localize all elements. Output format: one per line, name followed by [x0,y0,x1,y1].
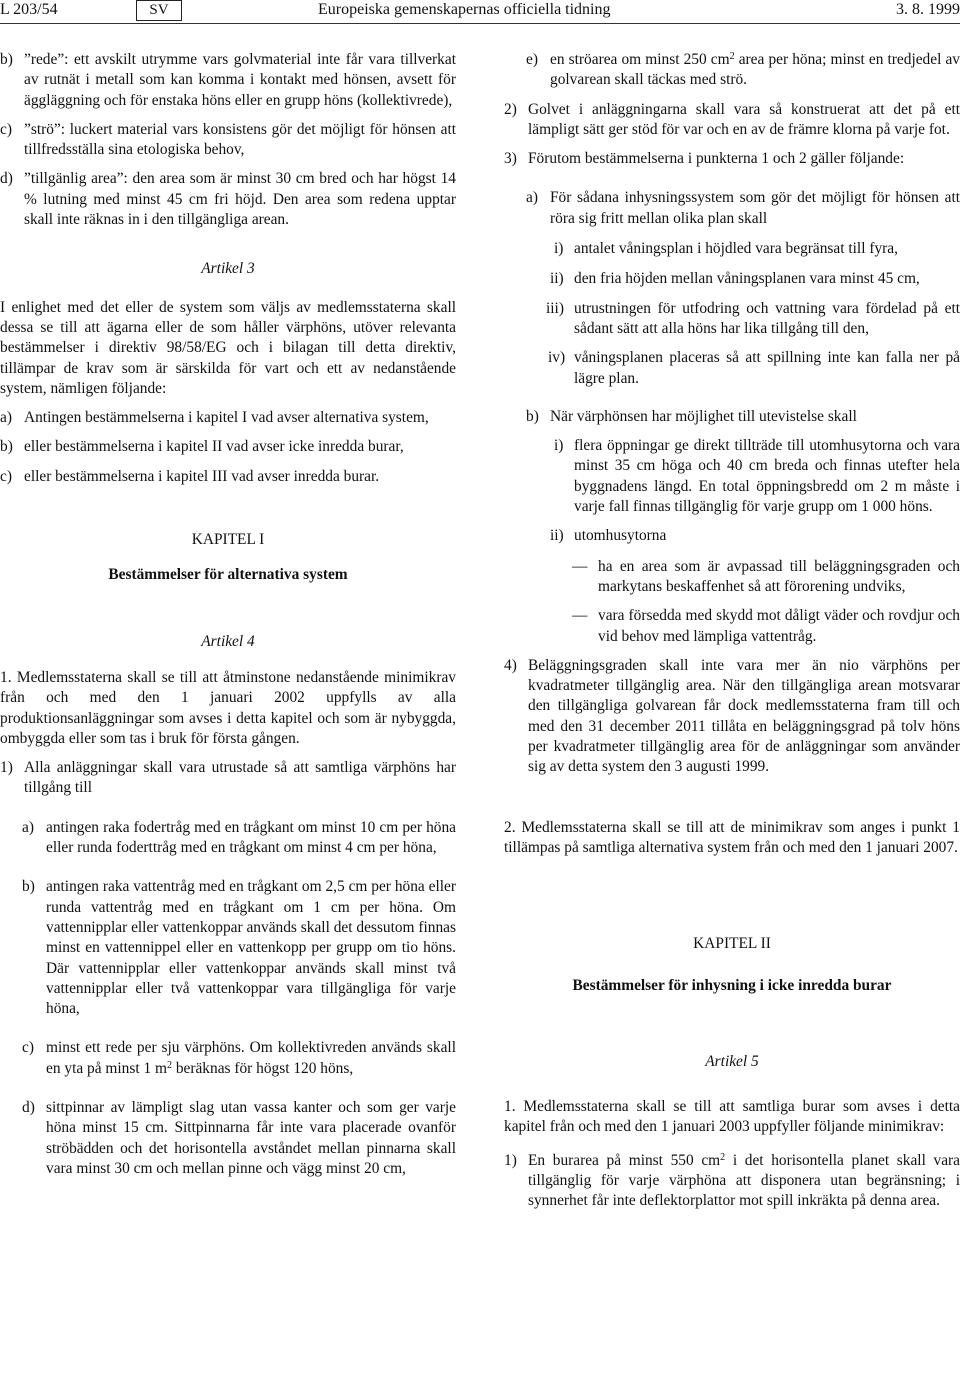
item-text: eller bestämmelserna i kapitel III vad avser inredda burar. [24,467,380,485]
language-badge: SV [136,0,182,21]
definition-c [0,120,456,161]
item-label: a) [0,409,12,427]
item-text: flera öppningar ge direkt tillträde till utomhusytorna och vara minst 35 cm höga och 40 cm breda och finnas utefter hela byggnadens längd. En total öppningsbredd om 2 m måste i varje fall finnas tillgänglig för varje grupp om 1 000 höns. [574,437,960,516]
requirement-3b-ii-dash-2 [504,606,960,647]
item-text: Golvet i anläggningarna skall vara så konstruerat att det på ett lämpligt sätt ger stöd för var och en av de främre klorna på varje fot. [528,100,960,138]
dash-marker: — [572,557,588,575]
chapter-1-title: Bestämmelser för alternativa system [108,566,348,584]
item-text: utomhusytorna [574,527,667,545]
definition-b [0,50,456,111]
requirement-3 [504,149,960,169]
requirement-1b [0,877,456,1019]
item-text: När värphönsen har möjlighet till utevistelse skall [550,407,857,425]
item-text: antingen raka fodertråg med en trågkant om minst 10 cm per höna eller runda foderttråg med en trågkant om minst 4 cm per höna, [46,818,456,857]
requirement-1e [504,50,960,91]
item-text: sittpinnar av lämpligt slag utan vassa kanter och som ger varje höna minst 15 cm. Sittpinnarna får inte vara placerade ovanför ströbädden och det horisontella avståndet mellan pinnarna skall vara minst 30 cm och mellan pinne och vägg minst 20 cm, [46,1098,456,1177]
item-text: antalet våningsplan i höjdled vara begränsat till fyra, [574,240,898,258]
requirement-4 [504,656,960,778]
item-label: i) [554,437,564,455]
cage-requirement-1 [504,1151,960,1212]
item-text: en ströarea om minst 250 $cm^2$ area per höna; minst en tredjedel av golvarean skall täckas med strö. [550,51,960,89]
requirement-3a-ii [504,269,960,289]
item-label: b) [0,438,13,456]
item-text: eller bestämmelserna i kapitel II vad avser icke inredda burar, [24,438,404,456]
item-text: ”strö”: luckert material vars konsistens gör det möjligt för hönsen att tillfredsställa sina etologiska behov, [24,120,456,159]
item-text: Alla anläggningar skall vara utrustade så att samtliga värphöns har tillgång till [24,759,456,797]
item-label: e) [526,51,538,68]
article-5-paragraph-1: 1. Medlemsstaterna skall se till att samtliga burar som avses i detta kapitel från och med den 1 januari 2003 uppfyller följande minimikrav: [504,1098,960,1136]
item-label: ii) [550,527,564,545]
requirement-3b-i [504,436,960,517]
item-text: ”rede”: ett avskilt utrymme vars golvmaterial inte får vara tillverkat av rutnät i metall som kan komma i kontakt med hönsen, avsett för äggläggning och för enstaka höns eller en grupp höns (kollektivrede), [24,51,456,109]
left-column [0,50,456,1179]
requirement-3b-ii-dash-1 [504,557,960,598]
item-label: ii) [550,270,564,288]
article-4-heading: Artikel 4 [201,632,255,650]
item-text: För sådana inhysningssystem som gör det möjligt för hönsen att röra sig fritt mellan olika plan skall [550,189,960,227]
requirement-3a-iii [504,299,960,340]
requirement-1c [0,1038,456,1079]
item-text: ”tillgänlig area”: den area som är minst 30 cm bred och har högst 14 % lutning med minst 45 cm fri höjd. Den area som redena upptar skall inte räknas in i den tillgängliga arean. [24,170,456,229]
item-label: 3) [504,150,517,168]
chapter-1-heading: KAPITEL I [191,531,265,549]
item-text: minst ett rede per sju värphöns. Om kollektivreden används skall en yta på minst 1 $m^2$ beräknas för högst 120 höns, [46,1039,456,1077]
article-4-paragraph-1: 1. Medlemsstaterna skall se till att åtminstone nedanstående minimikrav från och med den 1 januari 2002 uppfylls av alla produktionsanläggningar som avses i detta kapitel och som är nybyggda, ombyggda eller som tas i bruk för första gången. [0,668,456,747]
item-label: a) [526,189,538,207]
chapter-2-heading: KAPITEL II [693,935,771,953]
requirement-1 [0,758,456,799]
header-divider [0,23,960,24]
system-a [0,408,456,428]
right-column [504,50,960,1212]
item-label: b) [526,407,539,425]
item-label: c) [0,467,12,485]
item-text: den fria höjden mellan våningsplanen vara minst 45 cm, [574,270,920,288]
requirement-3a-iv [504,348,960,389]
page-header [0,0,960,24]
item-text: En burarea på minst 550 $cm^2$ i det horisontella planet skall vara tillgänglig för varje värphöna att disponera utan begränsning; i synnerhet får inte deflektorplattor mot spill inkräkta på denna area. [528,1151,960,1210]
article-3-heading: Artikel 3 [201,260,255,278]
item-text: antingen raka vattentråg med en trågkant om 2,5 cm per höna eller runda vattentråg med en trågkant om 1 cm per höna. Om vattennipplar eller vattenkoppar används skall det dessutom finnas minst en vattennippel eller en vattenkopp per grupp om tio höns. Där vattennipplar eller vattenkoppar används skall minst två vattennipplar eller två vattenkoppar vara tillgängliga för varje höna, [46,878,456,1018]
item-text: ha en area som är avpassad till beläggningsgraden och markytans beskaffenhet så att förorening undviks, [598,557,960,595]
article-4-paragraph-2: 2. Medlemsstaterna skall se till att de minimikrav som anges i punkt 1 tillämpas på samtliga alternativa system från och med den 1 januari 2007. [504,818,960,856]
item-text: Beläggningsgraden skall inte vara mer än nio värphöns per kvadratmeter tillgänglig area. När den tillgängliga arean motsvarar den tillgängliga golvarean får dock medlemsstaterna fram till och med den 31 december 2011 tillåta en beläggningsgrad på tolv höns per kvadratmeter tillgänglig area för de anläggningar som använder sig av detta system den 3 augusti 1999. [528,656,960,776]
requirement-2 [504,100,960,141]
item-label: 1) [504,1151,517,1169]
requirement-3a [504,188,960,229]
requirement-3a-i [504,239,960,259]
dash-marker: — [572,607,588,625]
item-label: i) [554,240,564,258]
item-label: d) [0,170,13,188]
item-label: b) [22,878,35,896]
journal-title: Europeiska gemenskapernas officiella tidning [318,1,611,18]
publication-date: 3. 8. 1999 [896,1,960,18]
item-text: Antingen bestämmelserna i kapitel I vad avser alternativa system, [24,409,429,427]
system-b [0,437,456,457]
requirement-3b-ii [504,526,960,546]
item-label: c) [0,120,12,138]
chapter-2-title: Bestämmelser för inhysning i icke inredda burar [572,976,892,994]
article-5-heading: Artikel 5 [705,1052,759,1070]
item-text: vara försedda med skydd mot dåligt väder och rovdjur och vid behov med lämpliga vattentråg. [598,607,960,645]
item-text: Förutom bestämmelserna i punkterna 1 och 2 gäller följande: [528,150,905,168]
item-label: 2) [504,100,517,118]
requirement-1d [0,1098,456,1179]
system-c [0,467,456,487]
item-label: b) [0,51,13,68]
definition-d [0,169,456,230]
item-text: våningsplanen placeras så att spillning inte kan falla ner på lägre plan. [574,349,960,387]
item-label: 1) [0,759,13,777]
item-text: utrustningen för utfodring och vattning vara fördelad på ett sådant sätt att alla höns har lika tillgång till den, [574,299,960,337]
journal-reference: L 203/54 [0,1,58,18]
article-3-text: I enlighet med det eller de system som väljs av medlemsstaterna skall dessa se till att ägarna eller de som håller värphöns, utöver relevanta bestämmelser i direktiv 98/58/EG och i bilagan till detta direktiv, tillämpar de krav som är särskilda för vart och ett av nedanstående system, nämligen följande: [0,298,456,397]
item-label: iv) [548,349,566,367]
item-label: iii) [546,299,564,317]
item-label: a) [22,818,34,836]
requirement-1a [0,818,456,859]
item-label: d) [22,1098,35,1116]
item-label: 4) [504,656,517,674]
requirement-3b [504,407,960,427]
item-label: c) [22,1039,34,1057]
